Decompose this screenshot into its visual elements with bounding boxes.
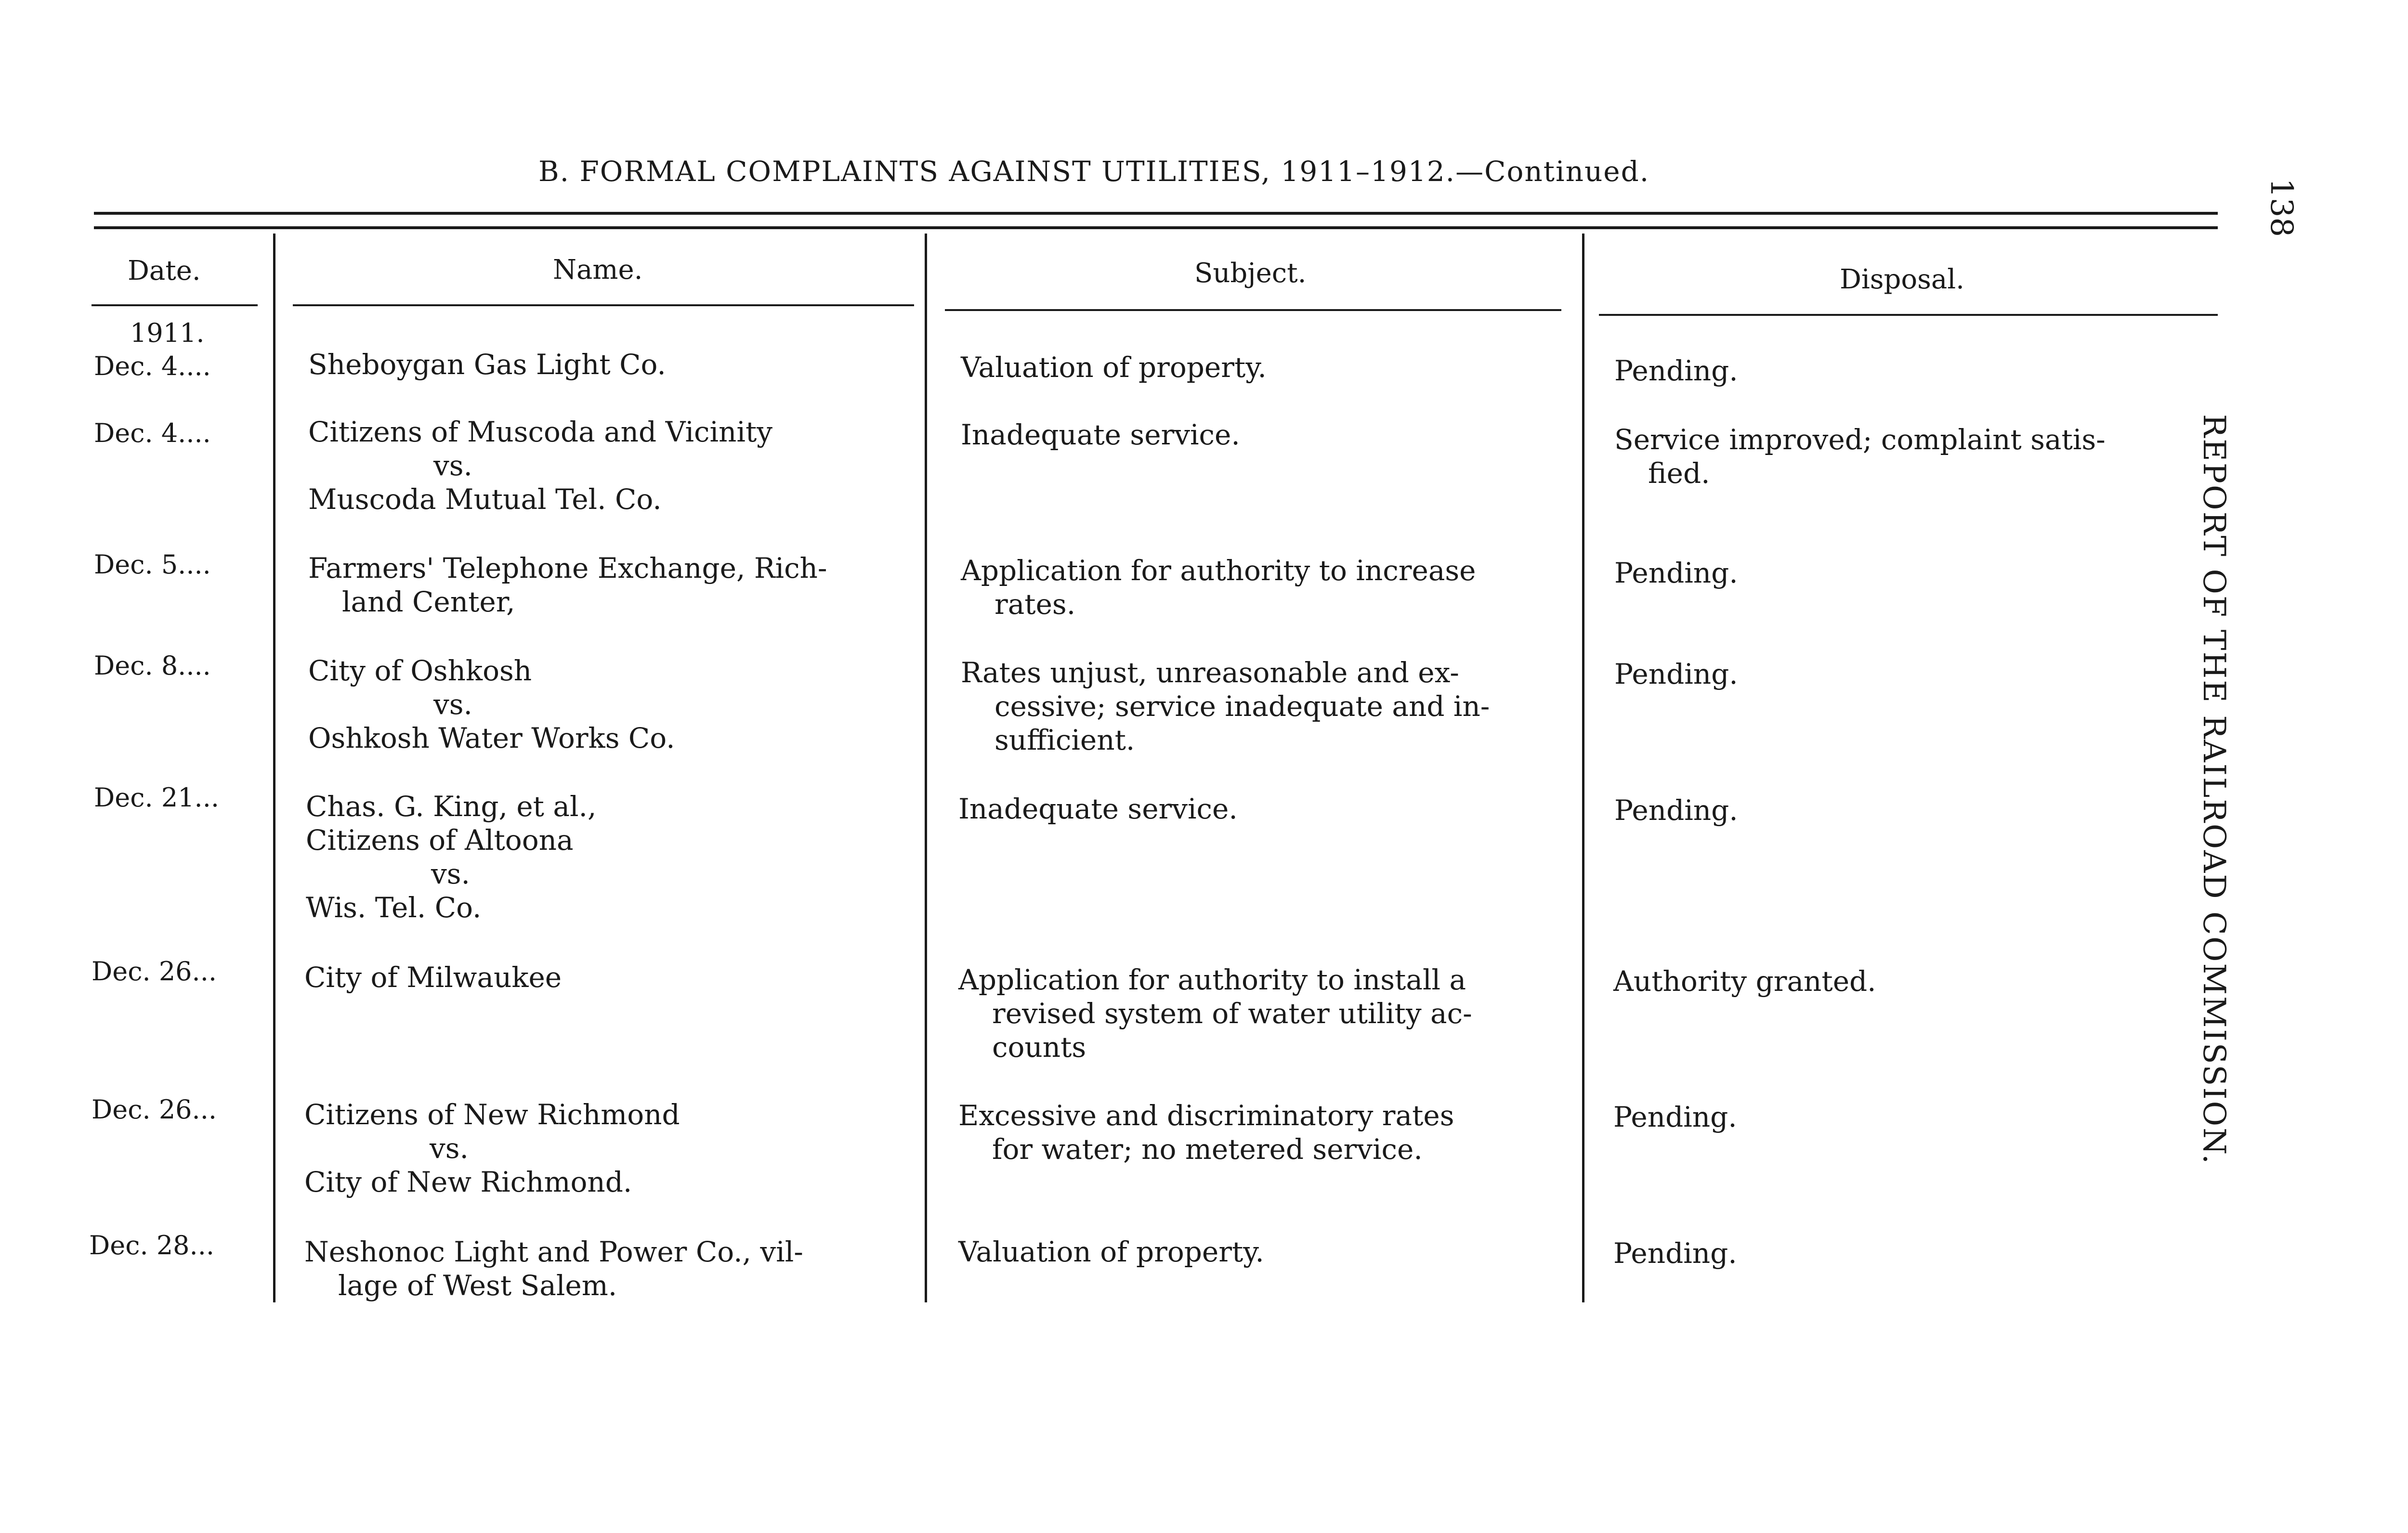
row-2-disposal: [1614, 423, 2106, 490]
row-8-subject: [958, 1235, 1264, 1269]
row-3-subject-line-1: Application for authority to increase: [961, 554, 1476, 587]
row-2-name: [308, 415, 772, 516]
row-3-disposal-line-1: Pending.: [1614, 557, 1738, 589]
row-5-name: [306, 790, 596, 924]
row-7-subject: [958, 1099, 1454, 1166]
row-7-name-vs: vs.: [430, 1132, 469, 1165]
row-5-subject: [958, 792, 1238, 826]
row-1-date: Dec. 4....: [94, 351, 211, 381]
row-2-disposal-line-1: Service improved; complaint satis-: [1614, 423, 2106, 456]
row-7-disposal-line-1: Pending.: [1613, 1101, 1737, 1133]
row-4-date: Dec. 8....: [94, 650, 211, 681]
row-1-subject-line-1: Valuation of property.: [961, 351, 1267, 384]
row-2-name-line-1: Citizens of Muscoda and Vicinity: [308, 416, 773, 448]
column-header-disposal-rule: [1599, 314, 2218, 316]
row-6-subject-line-1: Application for authority to install a: [958, 963, 1466, 996]
row-4-name-line-1: City of Oshkosh: [308, 654, 532, 687]
row-5-subject-line-1: Inadequate service.: [958, 792, 1238, 825]
row-8-disposal-line-1: Pending.: [1613, 1237, 1737, 1270]
row-6-disposal-line-1: Authority granted.: [1613, 965, 1876, 998]
column-header-name: Name.: [553, 254, 643, 286]
row-7-name: [304, 1098, 680, 1199]
row-6-date: Dec. 26...: [92, 956, 217, 987]
row-4-subject-line-2: cessive; service inadequate and in-: [995, 690, 1490, 723]
row-3-date: Dec. 5....: [94, 549, 211, 580]
row-1-subject: [961, 351, 1267, 384]
row-8-name: [304, 1235, 803, 1302]
column-header-subject: Subject.: [1194, 258, 1307, 289]
row-8-subject-line-1: Valuation of property.: [958, 1235, 1264, 1268]
header-rule-bottom: [94, 226, 2218, 229]
row-7-name-line-3: City of New Richmond.: [304, 1166, 632, 1198]
row-5-date: Dec. 21...: [94, 782, 220, 813]
row-6-name: [304, 961, 562, 994]
row-7-subject-line-1: Excessive and discriminatory rates: [958, 1099, 1454, 1132]
page-number: 138: [2264, 178, 2299, 237]
column-header-disposal: Disposal.: [1840, 264, 1964, 295]
row-5-disposal: [1614, 793, 1738, 827]
column-header-subject-rule: [945, 309, 1561, 311]
row-1-disposal-line-1: Pending.: [1614, 354, 1738, 387]
row-2-subject-line-1: Inadequate service.: [961, 418, 1240, 451]
column-header-date: Date.: [128, 255, 201, 286]
row-4-name-line-3: Oshkosh Water Works Co.: [308, 722, 675, 754]
row-4-disposal: [1614, 657, 1738, 691]
row-4-name: [308, 654, 675, 755]
row-8-date: Dec. 28...: [89, 1230, 215, 1260]
row-7-subject-line-2: for water; no metered service.: [992, 1133, 1423, 1166]
row-7-name-line-1: Citizens of New Richmond: [304, 1098, 680, 1131]
running-title: REPORT OF THE RAILROAD COMMISSION.: [2196, 414, 2232, 1166]
row-7-date: Dec. 26...: [92, 1094, 217, 1125]
row-2-disposal-line-2: fied.: [1648, 457, 1710, 490]
column-header-date-rule: [92, 304, 258, 306]
column-header-name-rule: [293, 304, 914, 306]
column-divider-name-subject: [925, 234, 927, 1302]
row-6-disposal: [1613, 964, 1876, 998]
row-8-disposal: [1613, 1236, 1737, 1270]
row-5-name-vs: vs.: [431, 857, 470, 890]
row-4-name-vs: vs.: [433, 688, 472, 721]
row-6-subject: [958, 963, 1472, 1064]
row-3-name-line-1: Farmers' Telephone Exchange, Rich-: [308, 552, 827, 585]
row-5-disposal-line-1: Pending.: [1614, 794, 1738, 827]
row-5-name-line-4: Wis. Tel. Co.: [306, 891, 482, 924]
row-1-name: [308, 348, 666, 381]
column-divider-subject-disposal: [1582, 234, 1584, 1302]
header-rule-top: [94, 212, 2218, 215]
row-7-disposal: [1613, 1100, 1737, 1134]
row-2-date: Dec. 4....: [94, 418, 211, 448]
row-3-subject-line-2: rates.: [995, 588, 1076, 621]
row-5-name-line-2: Citizens of Altoona: [306, 824, 574, 857]
row-5-name-line-1: Chas. G. King, et al.,: [306, 790, 597, 823]
row-4-disposal-line-1: Pending.: [1614, 658, 1738, 690]
row-4-subject: [961, 656, 1490, 757]
row-4-subject-line-1: Rates unjust, unreasonable and ex-: [961, 656, 1459, 689]
row-6-name-line-1: City of Milwaukee: [304, 961, 562, 994]
year-label: 1911.: [130, 318, 205, 348]
row-3-name-line-2: land Center,: [342, 585, 515, 618]
row-6-subject-line-3: counts: [992, 1031, 1086, 1064]
row-2-subject: [961, 418, 1240, 452]
page-header: B. FORMAL COMPLAINTS AGAINST UTILITIES, 1911–1912.—Continued.: [538, 155, 1650, 188]
row-8-name-line-1: Neshonoc Light and Power Co., vil-: [304, 1235, 803, 1268]
row-1-name-line-1: Sheboygan Gas Light Co.: [308, 348, 666, 381]
row-6-subject-line-2: revised system of water utility ac-: [992, 997, 1472, 1030]
row-2-name-line-3: Muscoda Mutual Tel. Co.: [308, 483, 662, 516]
row-3-name: [308, 551, 827, 619]
row-2-name-vs: vs.: [433, 449, 472, 482]
row-3-subject: [961, 554, 1476, 621]
row-1-disposal: [1614, 354, 1738, 388]
column-divider-date-name: [273, 234, 275, 1302]
row-3-disposal: [1614, 556, 1738, 590]
row-8-name-line-2: lage of West Salem.: [338, 1269, 617, 1302]
row-4-subject-line-3: sufficient.: [995, 724, 1135, 756]
